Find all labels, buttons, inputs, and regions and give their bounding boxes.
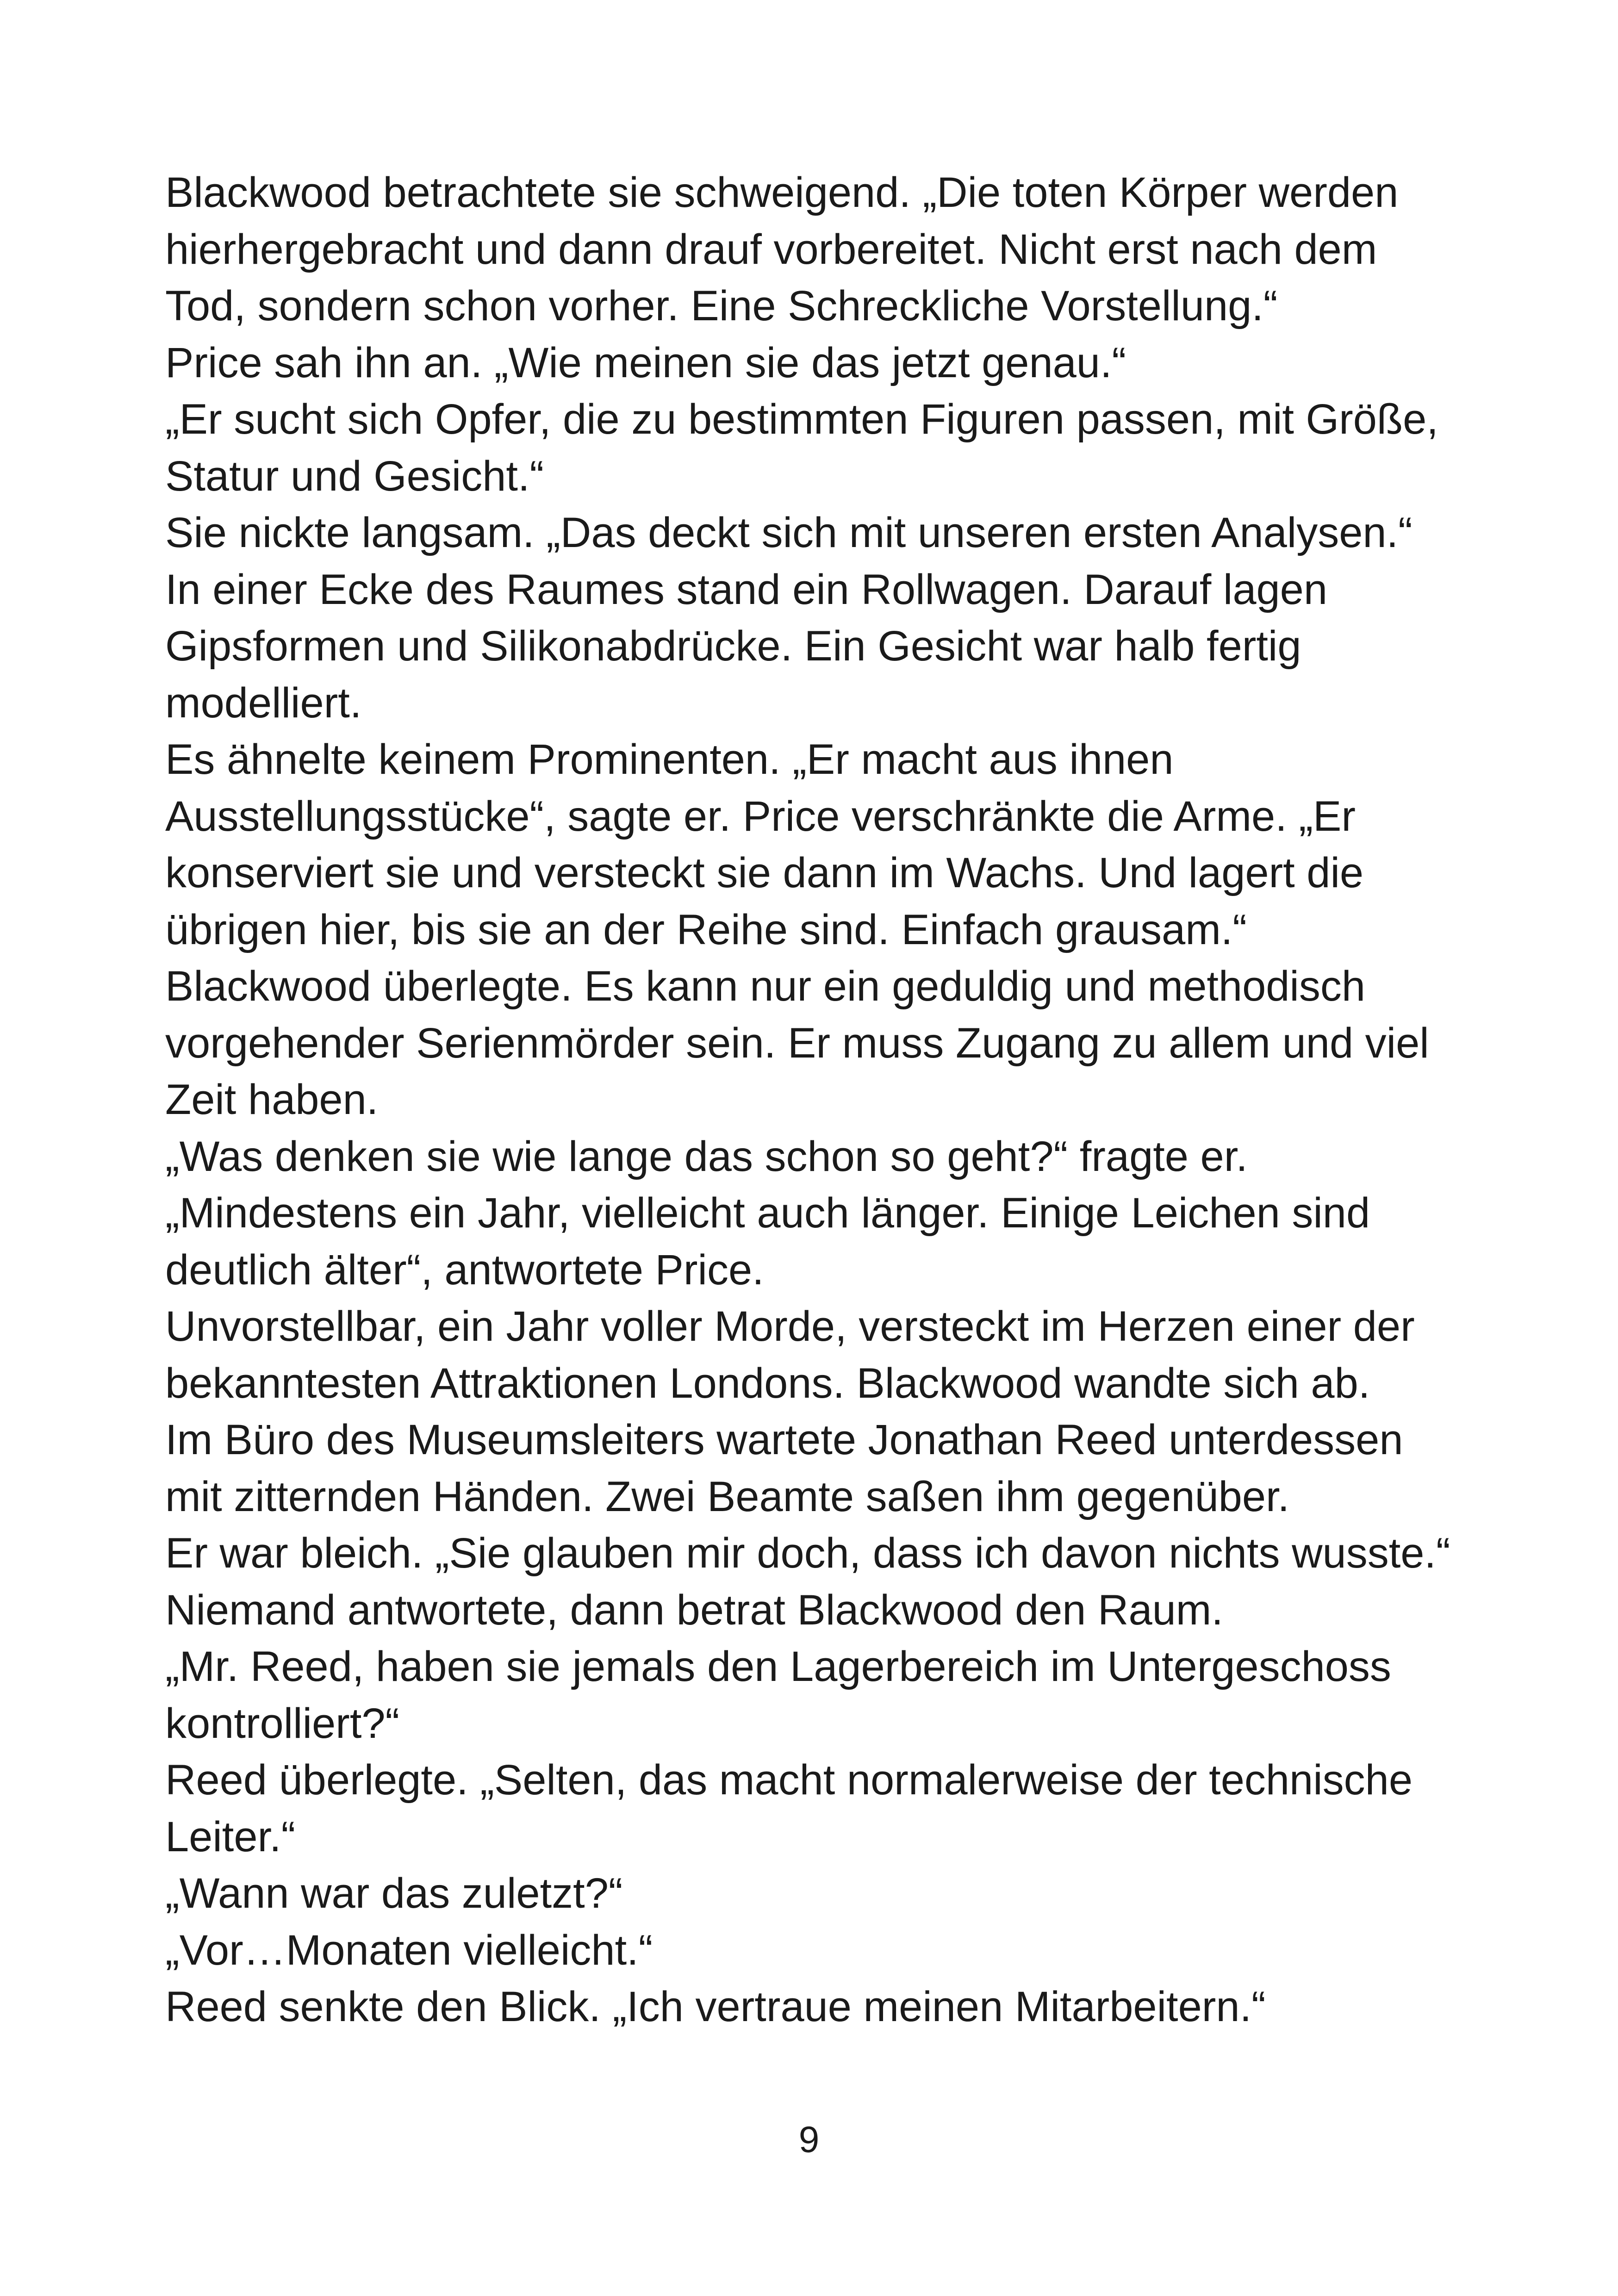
page-number: 9 (798, 2119, 820, 2160)
text-line: Price sah ihn an. „Wie meinen sie das jetzt genau.“ (165, 339, 1126, 386)
text-line: mit zitternden Händen. Zwei Beamte saßen ihm gegenüber. (165, 1473, 1290, 1520)
text-line: Zeit haben. (165, 1076, 379, 1123)
text-line: deutlich älter“, antwortete Price. (165, 1246, 764, 1294)
text-line: Reed überlegte. „Selten, das macht normalerweise der technische (165, 1756, 1413, 1804)
text-line: Es ähnelte keinem Prominenten. „Er macht aus ihnen (165, 736, 1174, 783)
text-line: übrigen hier, bis sie an der Reihe sind. Einfach grausam.“ (165, 906, 1247, 953)
text-line: Leiter.“ (165, 1813, 296, 1860)
text-line: Ausstellungsstücke“, sagte er. Price verschränkte die Arme. „Er (165, 792, 1356, 840)
text-line: vorgehender Serienmörder sein. Er muss Zugang zu allem und viel (165, 1019, 1429, 1067)
text-line: Er war bleich. „Sie glauben mir doch, dass ich davon nichts wusste.“ (165, 1530, 1450, 1577)
text-line: Statur und Gesicht.“ (165, 452, 544, 500)
text-line: In einer Ecke des Raumes stand ein Rollwagen. Darauf lagen (165, 566, 1327, 613)
text-line: „Wann war das zuletzt?“ (165, 1870, 623, 1917)
text-line: bekanntesten Attraktionen Londons. Blackwood wandte sich ab. (165, 1359, 1370, 1407)
text-line: Sie nickte langsam. „Das deckt sich mit unseren ersten Analysen.“ (165, 509, 1413, 556)
text-line: Gipsformen und Silikonabdrücke. Ein Gesicht war halb fertig (165, 622, 1301, 670)
text-line: „Was denken sie wie lange das schon so geht?“ fragte er. (165, 1132, 1248, 1180)
text-line: „Mr. Reed, haben sie jemals den Lagerbereich im Untergeschoss (165, 1643, 1391, 1690)
text-line: Blackwood betrachtete sie schweigend. „Die toten Körper werden (165, 169, 1399, 216)
text-line: Tod, sondern schon vorher. Eine Schreckliche Vorstellung.“ (165, 282, 1278, 330)
text-line: kontrolliert?“ (165, 1699, 400, 1747)
text-line: Im Büro des Museumsleiters wartete Jonathan Reed unterdessen (165, 1416, 1403, 1463)
text-line: Blackwood überlegte. Es kann nur ein geduldig und methodisch (165, 963, 1366, 1010)
text-line: modelliert. (165, 679, 362, 727)
page-body (165, 164, 1461, 2035)
text-line: „Er sucht sich Opfer, die zu bestimmten Figuren passen, mit Größe, (165, 396, 1438, 443)
text-line: Unvorstellbar, ein Jahr voller Morde, versteckt im Herzen einer der (165, 1303, 1415, 1350)
text-line: Niemand antwortete, dann betrat Blackwood den Raum. (165, 1586, 1223, 1634)
text-line: „Mindestens ein Jahr, vielleicht auch länger. Einige Leichen sind (165, 1189, 1370, 1237)
text-line: „Vor…Monaten vielleicht.“ (165, 1926, 653, 1974)
text-line: hierhergebracht und dann drauf vorbereitet. Nicht erst nach dem (165, 225, 1377, 273)
text-line: Reed senkte den Blick. „Ich vertraue meinen Mitarbeitern.“ (165, 1983, 1266, 2030)
text-line: konserviert sie und versteckt sie dann im Wachs. Und lagert die (165, 849, 1364, 896)
